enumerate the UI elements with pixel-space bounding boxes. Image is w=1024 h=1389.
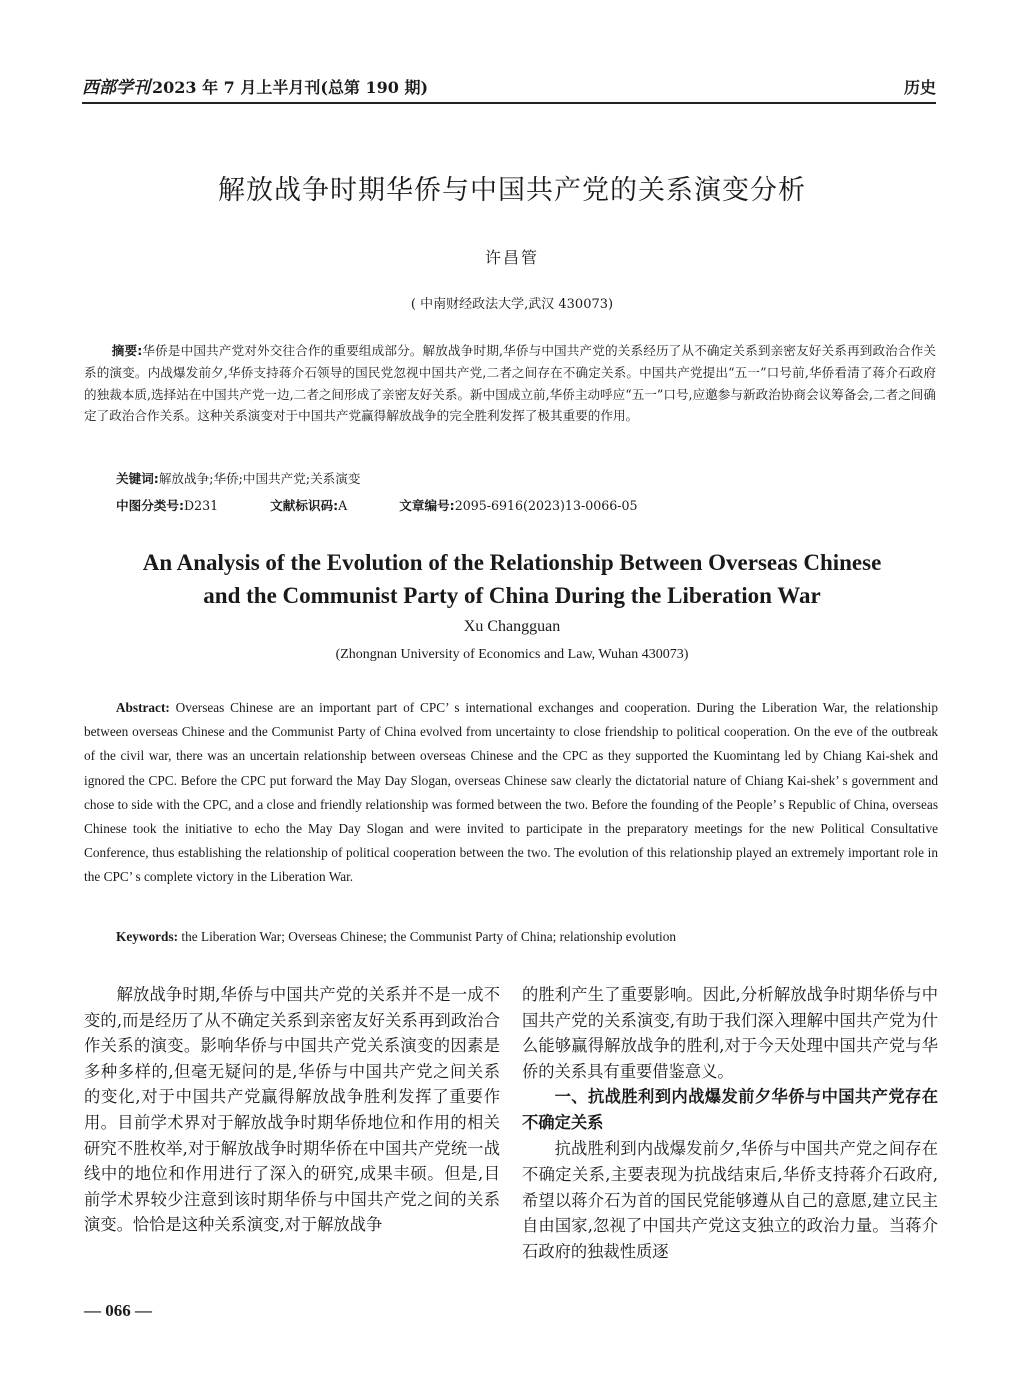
article-number: 文章编号:2095-6916(2023)13-0066-05 (399, 498, 638, 513)
page-number: — 066 — (84, 1301, 152, 1320)
keywords-english (116, 929, 676, 945)
abstract-en-text: Overseas Chinese are an important part of CPC’ s international exchanges and cooperation. During the Liberation War, the relationship between overseas Chinese and the Communist Party of China evolved from uncertainty to close friendship to political cooperation. On the eve of the outbreak of the civil war, there was an uncertain relationship between overseas Chinese and the CPC as they supported the Kuomintang led by Chiang Kai-shek and ignored the CPC. Before the CPC put forward the May Day Slogan, overseas Chinese saw clearly the dictatorial nature of Chiang Kai-shek’ s government and chose to side with the CPC, and a close and friendly relationship was formed between the two. Before the founding of the People’ s Republic of China, overseas Chinese took the initiative to echo the May Day Slogan and were invited to participate in the preparatory meetings for the new Political Consultative Conference, thus establishing the relationship of political cooperation between the two. The evolution of this relationship played an extremely important role in the CPC’ s complete victory in the Liberation War. (84, 700, 938, 885)
body-column-right (522, 982, 938, 1264)
document-code: 文献标识码:A (270, 498, 348, 513)
body-paragraph: 抗战胜利到内战爆发前夕,华侨与中国共产党之间存在不确定关系,主要表现为抗战结束后,华侨支持蒋介石政府,希望以蒋介石为首的国民党能够遵从自己的意愿,建立民主自由国家,忽视了中国共产党这支独立的政治力量。当蒋介石政府的独裁性质逐 (522, 1139, 938, 1261)
affiliation-english: (Zhongnan University of Economics and Law, Wuhan 430073) (335, 647, 689, 662)
keywords-chinese (116, 468, 360, 487)
keywords-cn-label: 关键词: (116, 471, 159, 486)
keywords-cn-text: 解放战争;华侨;中国共产党;关系演变 (158, 471, 361, 486)
clc-number: 中图分类号:D231 (116, 498, 219, 513)
journal-issue (82, 73, 428, 98)
title-chinese: 解放战争时期华侨与中国共产党的关系演变分析 (218, 175, 806, 206)
keywords-en-label: Keywords: (116, 929, 179, 944)
title-english (60, 546, 964, 612)
classification-info (116, 495, 690, 514)
author-english: Xu Changguan (463, 618, 561, 635)
body-column-left (84, 982, 500, 1238)
abstract-en-label: Abstract: (115, 700, 170, 715)
title-en-line1: An Analysis of the Evolution of the Relationship Between Overseas Chinese (142, 550, 882, 575)
journal-name: 西部学刊 (82, 78, 150, 98)
running-header (82, 70, 936, 104)
abstract-cn-label: 摘要: (111, 343, 143, 358)
abstract-english (84, 696, 938, 890)
author-chinese: 许昌管 (484, 248, 539, 267)
keywords-en-text: the Liberation War; Overseas Chinese; the Communist Party of China; relationship evolution (181, 929, 677, 944)
abstract-cn-text: 华侨是中国共产党对外交往合作的重要组成部分。解放战争时期,华侨与中国共产党的关系经历了从不确定关系到亲密友好关系再到政治合作关系的演变。内战爆发前夕,华侨支持蒋介石领导的国民党忽视中国共产党,二者之间存在不确定关系。中国共产党提出“五一”口号前,华侨看清了蒋介石政府的独裁本质,选择站在中国共产党一边,二者之间形成了亲密友好关系。新中国成立前,华侨主动呼应“五一”口号,应邀参与新政治协商会议筹备会,二者之间确定了政治合作关系。这种关系演变对于中国共产党赢得解放战争的完全胜利发挥了极其重要的作用。 (84, 343, 936, 424)
title-en-line2: and the Communist Party of China During the Liberation War (203, 583, 821, 608)
issue-info: 2023 年 7 月上半月刊(总第 190 期) (152, 78, 429, 97)
affiliation-chinese: ( 中南财经政法大学,武汉 430073) (410, 297, 614, 312)
abstract-chinese (84, 340, 936, 427)
section-heading: 一、抗战胜利到内战爆发前夕华侨与中国共产党存在不确定关系 (522, 1087, 938, 1133)
body-paragraph-continued: 的胜利产生了重要影响。因此,分析解放战争时期华侨与中国共产党的关系演变,有助于我们深入理解中国共产党为什么能够赢得解放战争的胜利,对于今天处理中国共产党与华侨的关系具有重要借鉴意义。 (522, 985, 938, 1081)
body-paragraph: 解放战争时期,华侨与中国共产党的关系并不是一成不变的,而是经历了从不确定关系到亲密友好关系再到政治合作关系的演变。影响华侨与中国共产党关系演变的因素是多种多样的,但毫无疑问的是,华侨与中国共产党之间关系的变化,对于中国共产党赢得解放战争胜利发挥了重要作用。目前学术界对于解放战争时期华侨地位和作用的相关研究不胜枚举,对于解放战争时期华侨在中国共产党统一战线中的地位和作用进行了深入的研究,成果丰硕。但是,目前学术界较少注意到该时期华侨与中国共产党之间的关系演变。恰恰是这种关系演变,对于解放战争 (84, 985, 500, 1235)
section-label: 历史 (903, 78, 936, 97)
